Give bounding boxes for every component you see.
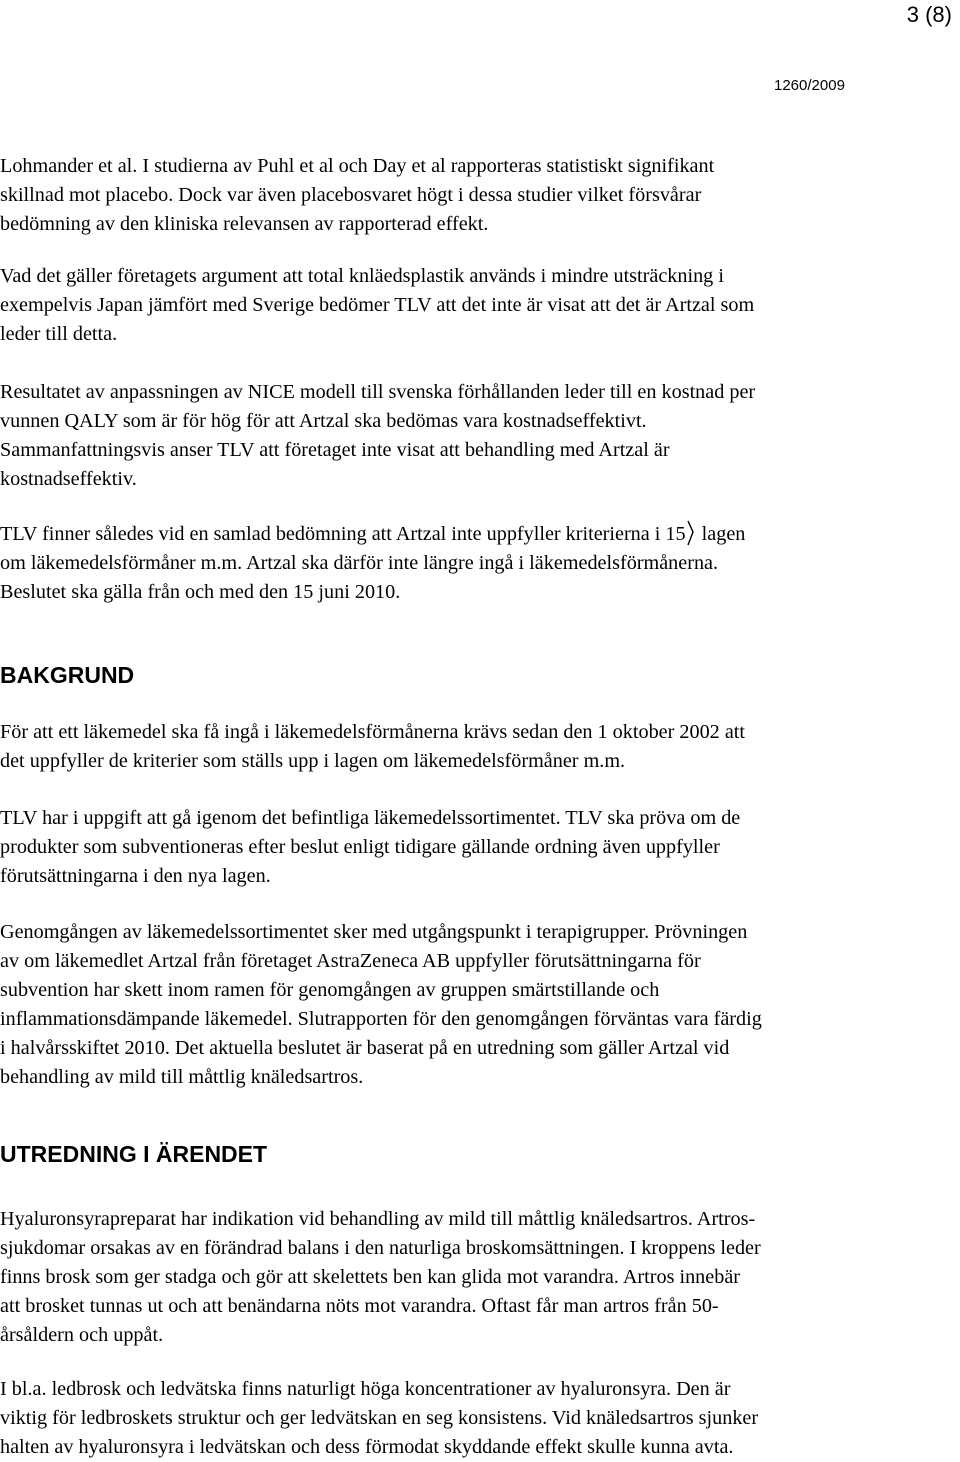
decision-line-start: TLV finner således vid en samlad bedömning att Artzal inte uppfyller kriterierna i 15	[0, 523, 686, 545]
paragraph-tlv-decision	[0, 520, 960, 607]
heading-utredning: UTREDNING I ÄRENDET	[0, 1141, 268, 1167]
decision-remainder: om läkemedelsförmåner m.m. Artzal ska därför inte längre ingå i läkemedelsförmånerna. Beslutet ska gälla från och med den 15 juni 2010.	[0, 552, 719, 603]
paragraph-knee-arthroplasty: Vad det gäller företagets argument att total knläedsplastik används i mindre utsträckning i exempelvis Japan jämfört med Sverige bedömer TLV att det inte är visat att det är Artzal som leder till detta.	[0, 265, 755, 345]
paragraph-bakgrund-3: Genomgången av läkemedelssortimentet sker med utgångspunkt i terapigrupper. Prövningen av om läkemedlet Artzal från företaget AstraZeneca AB uppfyller förutsättningarna för subvention har skett inom ramen för genomgången av gruppen smärtstillande och inflammationsdämpande läkemedel. Slutrapporten för den genomgången förväntas vara färdig i halvårsskiftet 2010. Det aktuella beslutet är baserat på en utredning som gäller Artzal vid behandling av mild till måttlig knäledsartros.	[0, 921, 762, 1088]
paragraph-utredning-1: Hyaluronsyrapreparat har indikation vid behandling av mild till måttlig knäledsartros. Artros- sjukdomar orsakas av en förändrad balans i den naturliga broskomsättningen. I kroppens leder finns brosk som ger stadga och gör att skelettets ben kan glida mot varandra. Artros innebär att brosket tunnas ut och att benändarna nöts mot varandra. Oftast får man artros från 50- årsåldern och uppåt.	[0, 1208, 761, 1346]
paragraph-nice-model: Resultatet av anpassningen av NICE modell till svenska förhållanden leder till en kostnad per vunnen QALY som är för hög för att Artzal ska bedömas vara kostnadseffektivt. Sammanfattningsvis anser TLV att företaget inte visat att behandling med Artzal är kostnadseffektiv.	[0, 381, 756, 490]
paragraph-utredning-2: I bl.a. ledbrosk och ledvätska finns naturligt höga koncentrationer av hyaluronsyra. Den är viktig för ledbroskets struktur och ger ledvätskan en seg konsistens. Vid knäledsartros sjunker halten av hyaluronsyra i ledvätskan och dess förmodat skyddande effekt skulle kunna avta.	[0, 1378, 759, 1458]
paragraph-bakgrund-2: TLV har i uppgift att gå igenom det befintliga läkemedelssortimentet. TLV ska pröva om de produkter som subventioneras efter beslut enligt tidigare gällande ordning även uppfyller förutsättningarna i den nya lagen.	[0, 807, 741, 887]
heading-bakgrund: BAKGRUND	[0, 662, 135, 688]
page-number: 3 (8)	[906, 2, 952, 27]
section-bracket-mark	[687, 520, 695, 546]
document-id: 1260/2009	[774, 77, 845, 94]
decision-line-end: lagen	[701, 523, 746, 545]
paragraph-bakgrund-1: För att ett läkemedel ska få ingå i läkemedelsförmånerna krävs sedan den 1 oktober 2002 att det uppfyller de kriterier som ställs upp i lagen om läkemedelsförmåner m.m.	[0, 721, 745, 772]
paragraph-lohmander: Lohmander et al. I studierna av Puhl et al och Day et al rapporteras statistiskt signifikant skillnad mot placebo. Dock var även placebosvaret högt i dessa studier vilket försvårar bedömning av den kliniska relevansen av rapporterad effekt.	[0, 155, 715, 235]
